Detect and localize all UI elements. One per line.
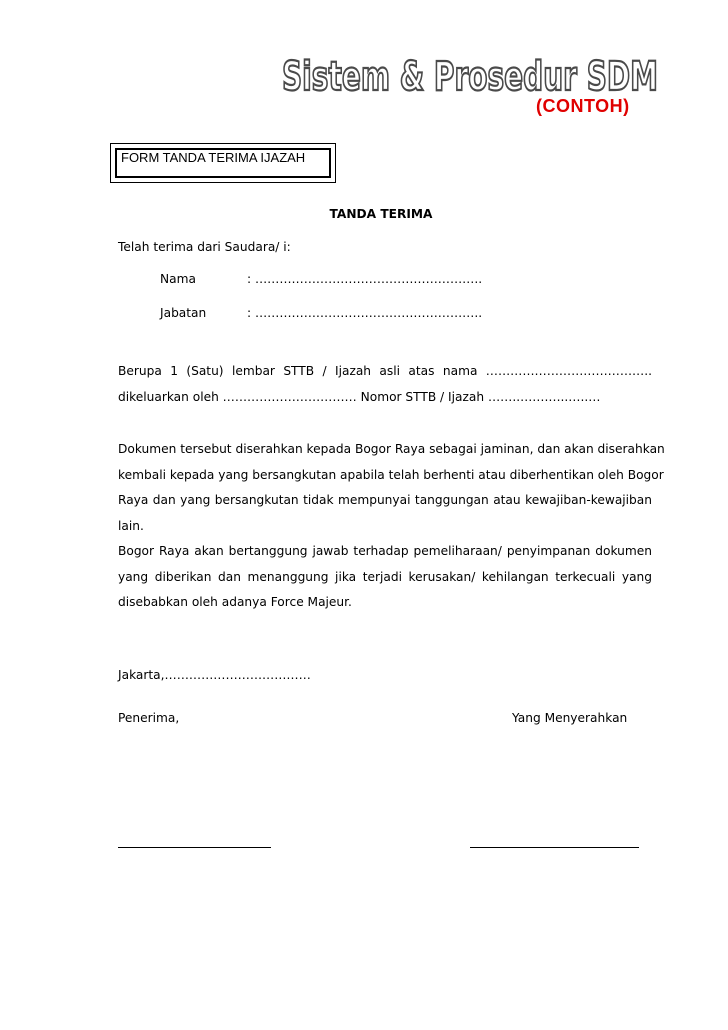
receiver-signature-line (118, 847, 271, 848)
field-value-nama: : ……………………………………………….. (247, 272, 483, 286)
body-line-5: Bogor Raya akan bertanggung jawab terhadap pemeliharaan/ penyimpanan dokumen (118, 544, 652, 558)
field-value-jabatan: : ……………………………………………….. (247, 306, 483, 320)
giver-label: Yang Menyerahkan (512, 711, 628, 725)
berupa-paragraph (118, 359, 652, 410)
field-label-jabatan: Jabatan (160, 306, 207, 320)
intro-text: Telah terima dari Saudara/ i: (118, 240, 291, 254)
berupa-line-2: dikeluarkan oleh …………………………… Nomor STTB / Ijazah ……..…….…..…..… (118, 389, 601, 404)
body-line-1: Dokumen tersebut diserahkan kepada Bogor Raya sebagai jaminan, dan akan diserahkan (118, 442, 665, 456)
giver-signature-line (470, 847, 639, 848)
body-line-3: Raya dan yang bersangkutan tidak mempunyai tanggungan atau kewajiban-kewajiban (118, 493, 652, 507)
receiver-label: Penerima, (118, 711, 180, 725)
body-line-6: yang diberikan dan menanggung jika terjadi kerusakan/ kehilangan terkecuali yang (118, 569, 652, 584)
body-line-7: disebabkan oleh adanya Force Majeur. (118, 595, 352, 609)
form-title: FORM TANDA TERIMA IJAZAH (121, 150, 306, 165)
body-paragraph (118, 437, 665, 616)
example-label: (CONTOH) (536, 96, 630, 116)
place-date: Jakarta,……………………………… (118, 668, 311, 682)
document-heading: TANDA TERIMA (329, 207, 433, 221)
body-line-2: kembali kepada yang bersangkutan apabila telah berhenti atau diberhentikan oleh Bogor (118, 467, 664, 482)
berupa-line-1: Berupa 1 (Satu) lembar STTB / Ijazah asli atas nama ………………………………….. (118, 364, 652, 378)
field-label-nama: Nama (160, 272, 196, 286)
body-line-4: lain. (118, 518, 144, 533)
form-title-box (110, 143, 336, 183)
logo-title-text: Sistem & Prosedur SDM (282, 54, 658, 100)
